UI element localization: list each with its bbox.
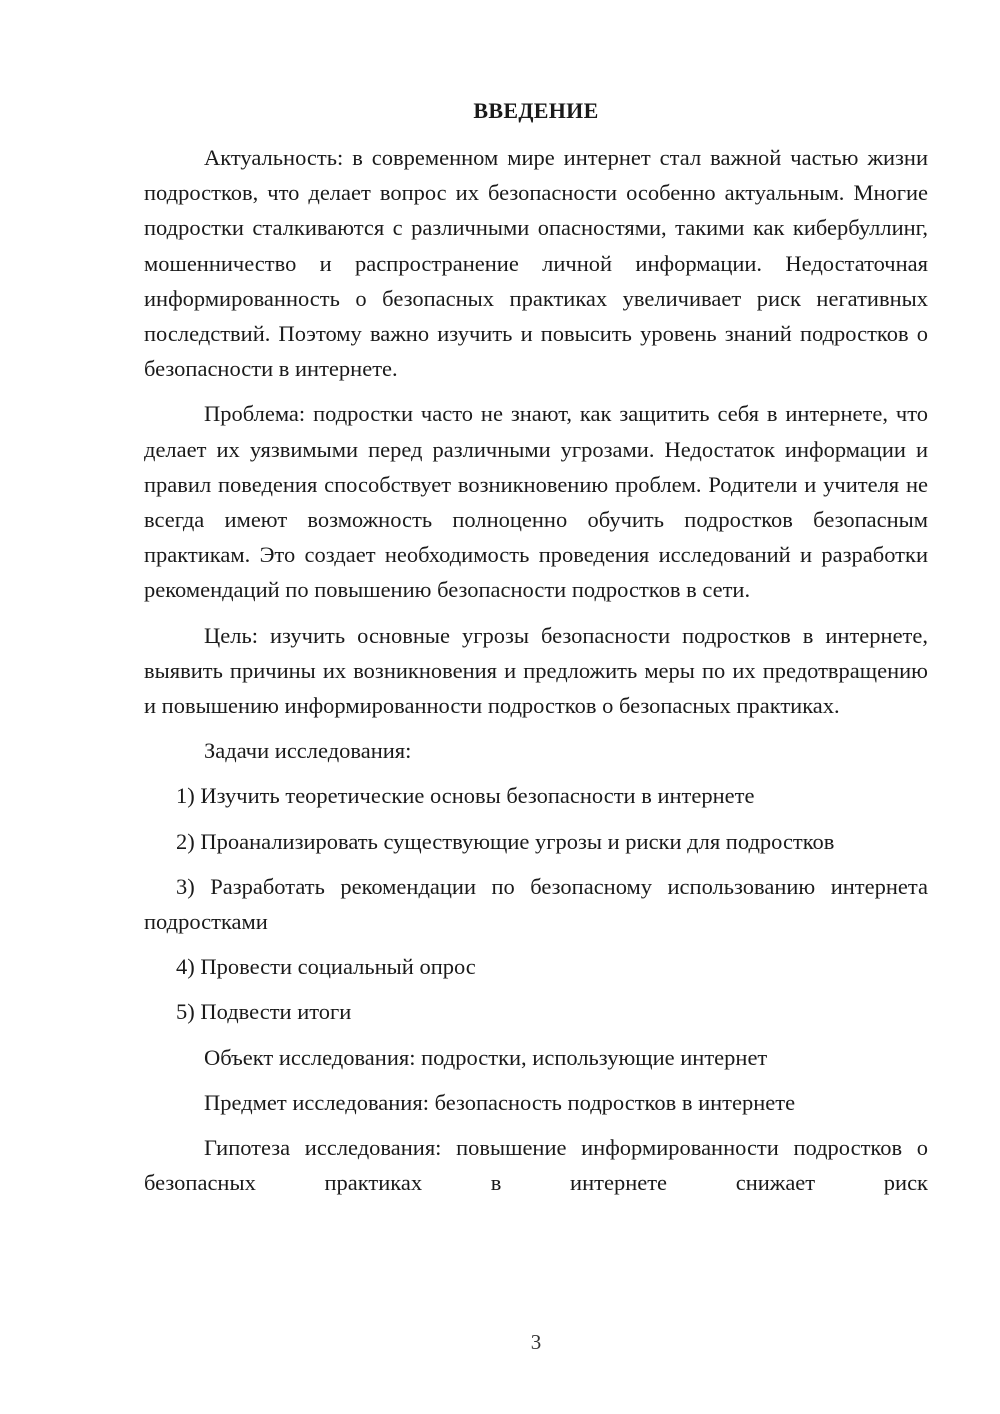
tasks-heading: Задачи исследования: [204,738,412,764]
document-page [144,96,928,1200]
page-number: 3 [530,1330,542,1354]
task-item: 1) Изучить теоретические основы безопасности в интернете [176,783,755,809]
research-object: Объект исследования: подростки, использующие интернет [204,1044,768,1070]
tasks-list [144,778,928,1029]
relevance-paragraph: Актуальность: в современном мире интернет стал важной частью жизни подростков, что делает вопрос их безопасности особенно актуальным. Многие подростки сталкиваются с различными опасностями, такими как кибербуллинг, мошенничество и распространение личной информации. Недостаточная информированность о безопасных практиках увеличивает риск негативных последствий. Поэтому важно изучить и повысить уровень знаний подростков о безопасности в интернете. [144,145,928,382]
task-item: 5) Подвести итоги [176,999,352,1025]
goal-paragraph: Цель: изучить основные угрозы безопасности подростков в интернете, выявить причины их возникновения и предложить меры по их предотвращению и повышению информированности подростков о безопасных практиках. [144,622,928,719]
task-item: 2) Проанализировать существующие угрозы и риски для подростков [176,828,835,854]
problem-paragraph: Проблема: подростки часто не знают, как защитить себя в интернете, что делает их уязвимыми перед различными угрозами. Недостаток информации и правил поведения способствует возникновению проблем. Родители и учителя не всегда имеют возможность полноценно обучить подростков безопасным практикам. Это создает необходимость проведения исследований и разработки рекомендаций по повышению безопасности подростков в сети. [144,401,928,603]
section-title: ВВЕДЕНИЕ [473,98,599,123]
task-item: 4) Провести социальный опрос [176,954,476,980]
research-subject: Предмет исследования: безопасность подростков в интернете [204,1089,796,1115]
hypothesis-paragraph: Гипотеза исследования: повышение информированности подростков о безопасных практиках в интернете снижает риск [144,1135,928,1196]
task-item: 3) Разработать рекомендации по безопасному использованию интернета подростками [144,873,928,935]
